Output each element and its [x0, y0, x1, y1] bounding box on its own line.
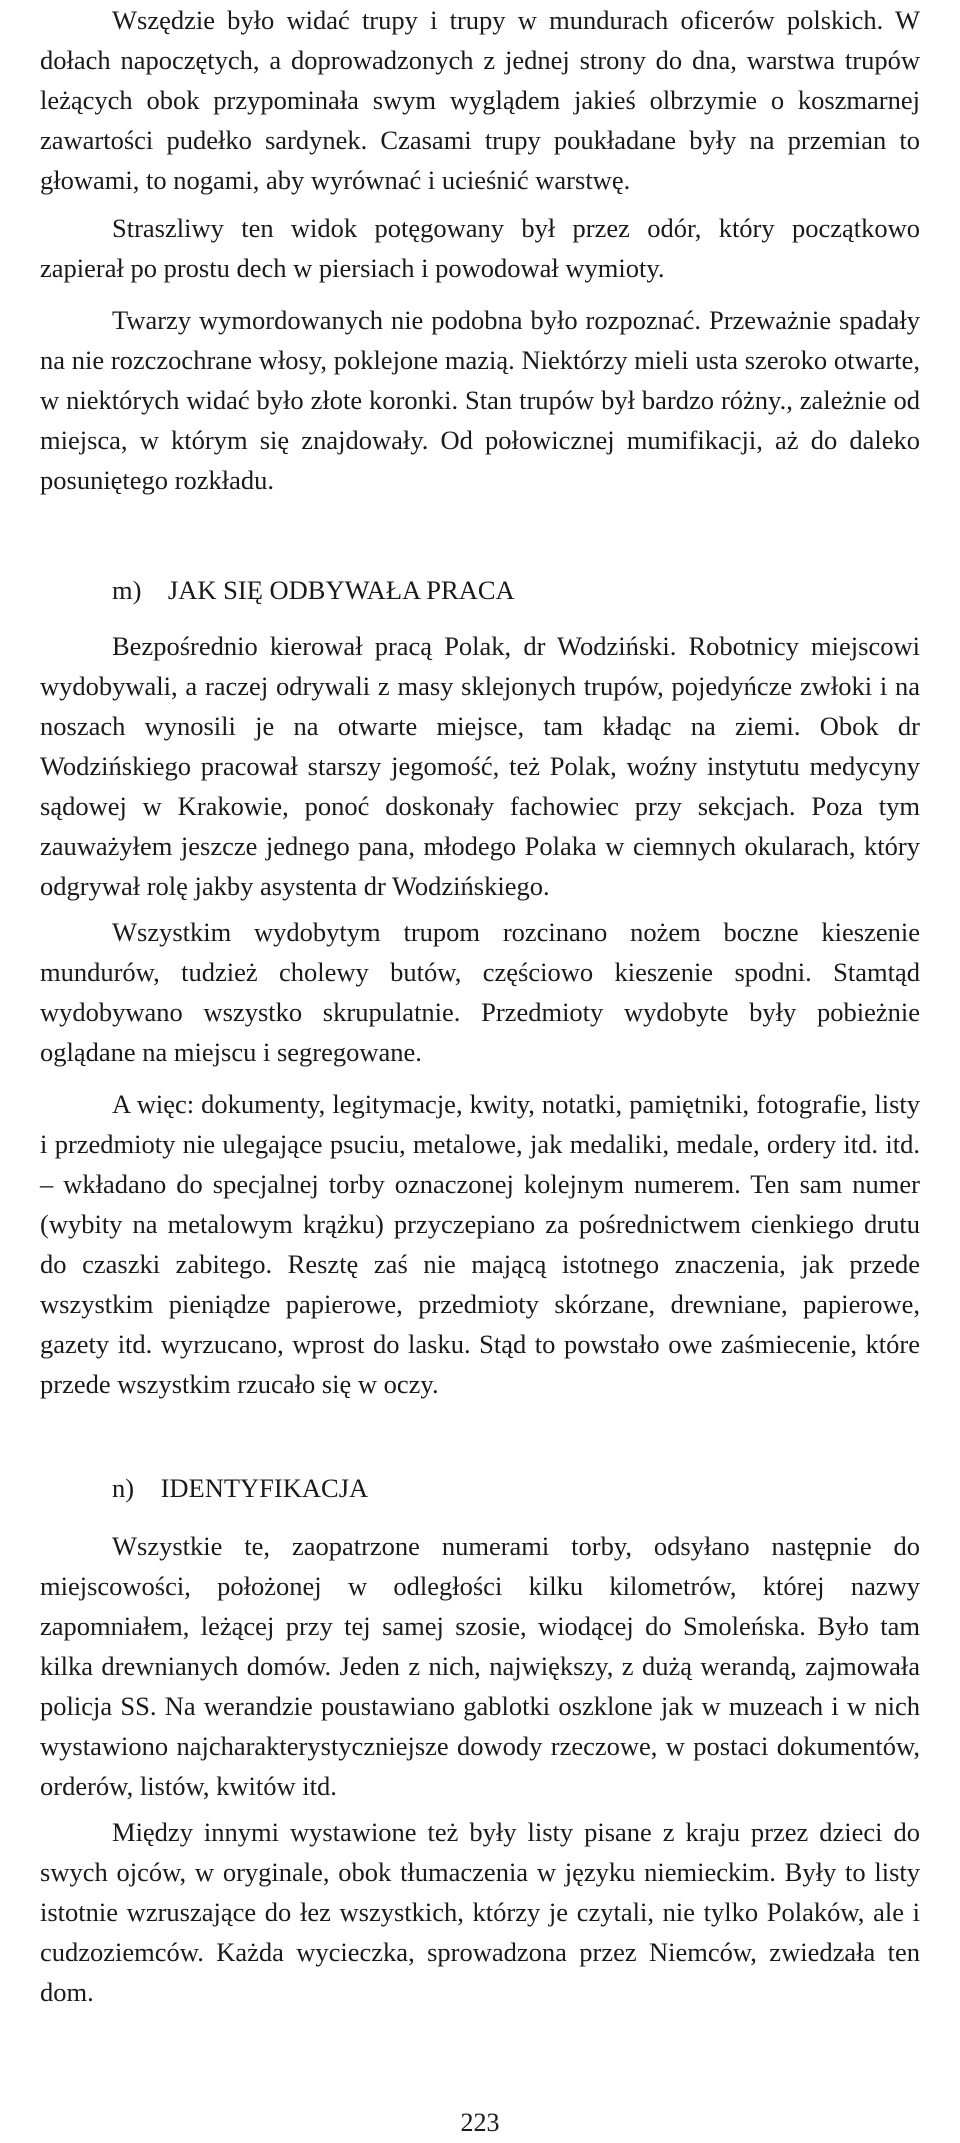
paragraph: Bezpośrednio kierował pracą Polak, dr Wodziński. Robotnicy miejscowi wydobywali, a raczej odrywali z masy sklejonych trupów, pojedyńcze zwłoki i na noszach wynosili je na otwarte miejsce, tam kładąc na ziemi. Obok dr Wodzińskiego pracował starszy jegomość, też Polak, woźny instytutu medycyny sądowej w Krakowie, ponoć doskonały fachowiec przy sekcjach. Poza tym zauważyłem jeszcze jednego pana, młodego Polaka w ciemnych okularach, który odgrywał rolę jakby asystenta dr Wodzińskiego. [40, 631, 920, 901]
section-heading: m) JAK SIĘ ODBYWAŁA PRACA [112, 575, 515, 605]
paragraph: Wszystkim wydobytym trupom rozcinano nożem boczne kieszenie mundurów, tudzież cholewy butów, częściowo kieszenie spodni. Stamtąd wydobywano wszystko skrupulatnie. Przedmioty wydobyte były pobieżnie oglądane na miejscu i segregowane. [40, 917, 920, 1067]
paragraph: Twarzy wymordowanych nie podobna było rozpoznać. Przeważnie spadały na nie rozczochrane włosy, poklejone mazią. Niektórzy mieli usta szeroko otwarte, w niektórych widać było złote koronki. Stan trupów był bardzo różny., zależnie od miejsca, w którym się znajdowały. Od połowicznej mumifikacji, aż do daleko posuniętego rozkładu. [40, 305, 920, 495]
paragraph: Straszliwy ten widok potęgowany był przez odór, który początkowo zapierał po prostu dech w piersiach i powodował wymioty. [40, 213, 920, 283]
section-heading: n) IDENTYFIKACJA [112, 1473, 369, 1503]
section-heading-n [40, 1468, 920, 1508]
paragraph-group-4 [40, 626, 920, 906]
section-heading-m [40, 570, 920, 610]
paragraph-group-3 [40, 300, 920, 500]
page-number: 223 [460, 2108, 500, 2137]
paragraph-group-6 [40, 1084, 920, 1404]
paragraph: A więc: dokumenty, legitymacje, kwity, notatki, pamiętniki, fotografie, listy i przedmioty nie ulegające psuciu, metalowe, jak medaliki, medale, ordery itd. itd. – wkładano do specjalnej torby oznaczonej kolejnym numerem. Ten sam numer (wybity na metalowym krążku) przyczepiano za pośrednictwem cienkiego drutu do czaszki zabitego. Resztę zaś nie mającą istotnego znaczenia, jak przede wszystkim pieniądze papierowe, przedmioty skórzane, drewniane, papierowe, gazety itd. wyrzucano, wprost do lasku. Stąd to powstało owe zaśmiecenie, które przede wszystkim rzucało się w oczy. [40, 1089, 920, 1399]
paragraph-group-2 [40, 208, 920, 288]
paragraph-group-7 [40, 1526, 920, 1806]
paragraph-group-1 [40, 0, 920, 200]
paragraph: Wszędzie było widać trupy i trupy w mundurach oficerów polskich. W dołach napoczętych, a doprowadzonych z jednej strony do dna, warstwa trupów leżących obok przypominała swym wyglądem jakieś olbrzymie o koszmarnej zawartości pudełko sardynek. Czasami trupy poukładane były na przemian to głowami, to nogami, aby wyrównać i ucieśnić warstwę. [40, 5, 920, 195]
paragraph-group-8 [40, 1812, 920, 2012]
paragraph: Między innymi wystawione też były listy pisane z kraju przez dzieci do swych ojców, w oryginale, obok tłumaczenia w języku niemieckim. Były to listy istotnie wzruszające do łez wszystkich, którzy je czytali, nie tylko Polaków, ale i cudzoziemców. Każda wycieczka, sprowadzona przez Niemców, zwiedzała ten dom. [40, 1817, 920, 2007]
paragraph: Wszystkie te, zaopatrzone numerami torby, odsyłano następnie do miejscowości, położonej w odległości kilku kilometrów, której nazwy zapomniałem, leżącej przy tej samej szosie, wiodącej do Smoleńska. Było tam kilka drewnianych domów. Jeden z nich, największy, z dużą werandą, zajmowała policja SS. Na werandzie poustawiano gablotki oszklone jak w muzeach i w nich wystawiono najcharakterystyczniejsze dowody rzeczowe, w postaci dokumentów, orderów, listów, kwitów itd. [40, 1531, 920, 1801]
paragraph-group-5 [40, 912, 920, 1072]
